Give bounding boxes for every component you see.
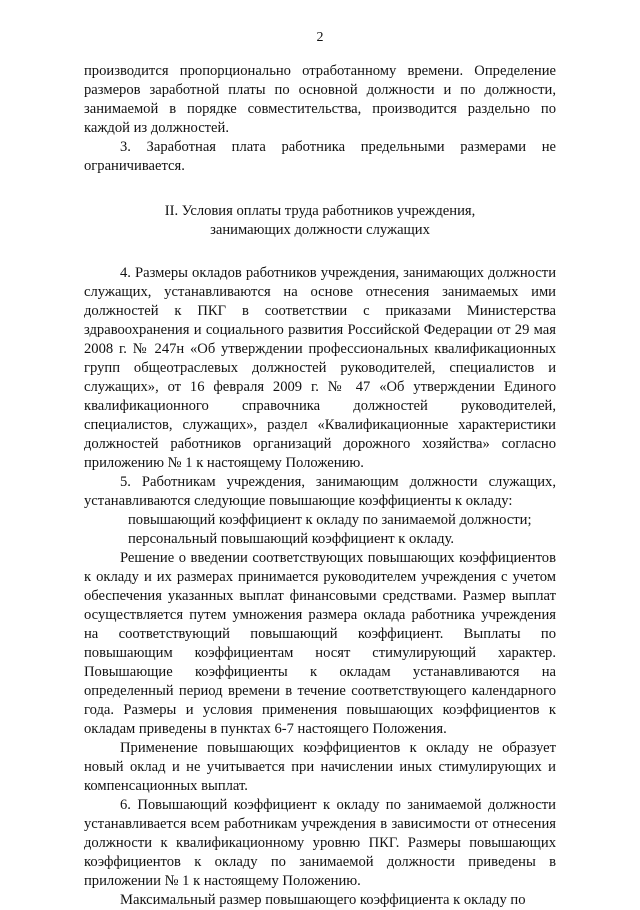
paragraph-application: Применение повышающих коэффициентов к окладу не образует новый оклад и не учитывается при начислении иных стимулирующих и компенсационных выплат. [84, 740, 556, 794]
page-number: 2 [316, 30, 324, 45]
document-body [84, 62, 556, 910]
list-item-position-coefficient: повышающий коэффициент к окладу по занимаемой должности; [128, 512, 532, 528]
paragraph-clause-6: 6. Повышающий коэффициент к окладу по занимаемой должности устанавливается всем работникам учреждения в зависимости от отнесения должности к квалификационному уровню ПКГ. Размеры повышающих коэффициентов к окладу по занимаемой должности приведены в приложении № 1 к настоящему Положению. [84, 797, 556, 889]
paragraph-clause-4: 4. Размеры окладов работников учреждения, занимающих должности служащих, устанавливаются на основе отнесения занимаемых ими должностей к ПКГ в соответствии с приказами Министерства здравоохранения и социального развития Российской Федерации от 29 мая 2008 г. № 247н «Об утверждении профессиональных квалификационных групп общеотраслевых должностей руководителей, специалистов и служащих», от 16 февраля 2009 г. № 47 «Об утверждении Единого квалификационного справочника должностей руководителей, специалистов, служащих», раздел «Квалификационные характеристики должностей работников организаций дорожного хозяйства» согласно приложению № 1 к настоящему Положению. [84, 265, 556, 471]
paragraph-maximum-size: Максимальный размер повышающего коэффициента к окладу по [120, 892, 526, 908]
paragraph-clause-3: 3. Заработная плата работника предельными размерами не ограничивается. [84, 139, 556, 174]
section-heading-line-2: занимающих должности служащих [210, 222, 430, 238]
section-heading [84, 202, 556, 240]
list-item-personal-coefficient: персональный повышающий коэффициент к окладу. [128, 531, 455, 547]
section-heading-line-1: II. Условия оплаты труда работников учреждения, [164, 203, 476, 219]
paragraph-continuation: производится пропорционально отработанному времени. Определение размеров заработной платы по основной должности и по должности, занимаемой в порядке совместительства, производится раздельно по каждой из должностей. [84, 63, 556, 136]
paragraph-decision: Решение о введении соответствующих повышающих коэффициентов к окладу и их размерах принимается руководителем учреждения с учетом обеспечения указанных выплат финансовыми средствами. Размер выплат осуществляется путем умножения размера оклада работника учреждения на соответствующий повышающий коэффициент. Выплаты по повышающим коэффициентам носят стимулирующий характер. Повышающие коэффициенты к окладам устанавливаются на определенный период времени в течение соответствующего календарного года. Размеры и условия применения повышающих коэффициентов к окладам приведены в пунктах 6-7 настоящего Положения. [84, 550, 556, 737]
paragraph-clause-5: 5. Работникам учреждения, занимающим должности служащих, устанавливаются следующие повышающие коэффициенты к окладу: [84, 474, 556, 509]
